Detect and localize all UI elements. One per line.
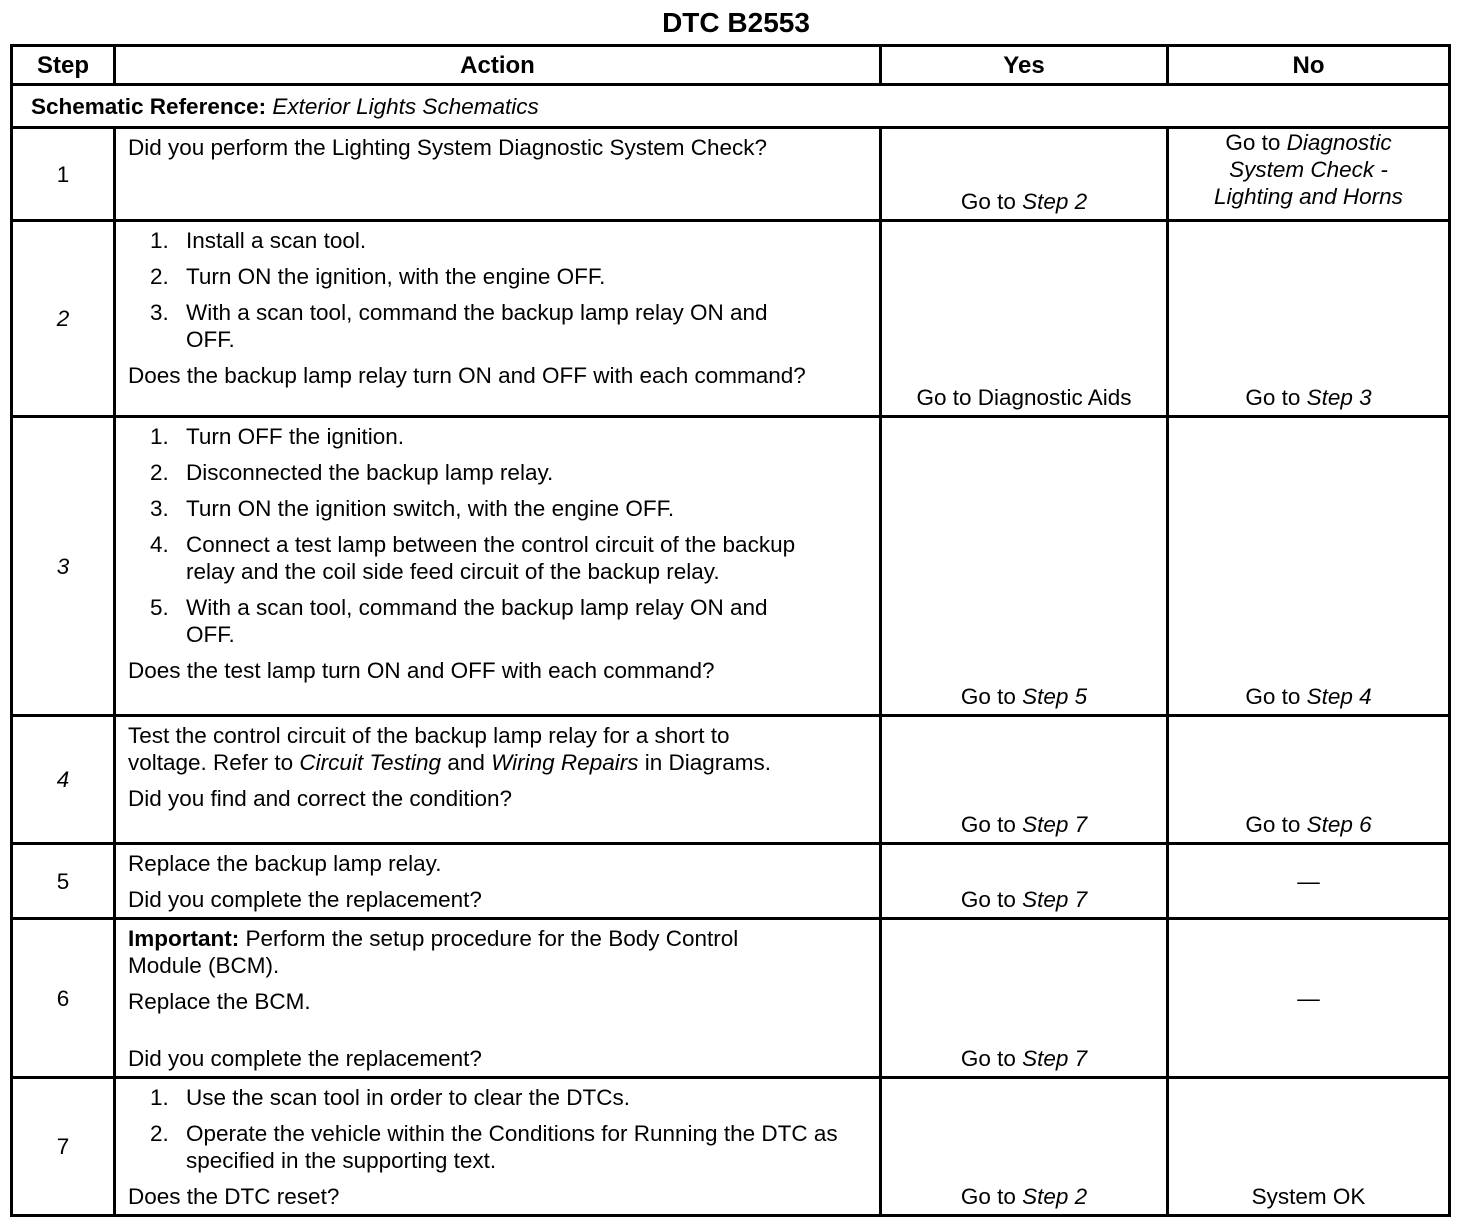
schematic-label: Schematic Reference: xyxy=(31,93,267,119)
action-question: Did you find and correct the condition? xyxy=(128,786,512,811)
step-number: 7 xyxy=(12,1078,115,1216)
table-row xyxy=(12,716,1450,844)
action-text: Test the control circuit of the backup lamp relay for a short to voltage. Refer to Circuit Testing and Wiring Repairs in Diagrams. xyxy=(128,723,772,775)
no-cell: System OK xyxy=(1168,1078,1450,1216)
action-cell xyxy=(115,417,881,716)
no-link-continued[interactable]: Lighting and Horns xyxy=(1214,184,1403,209)
step-number: 2 xyxy=(12,221,115,417)
header-yes: Yes xyxy=(881,46,1168,85)
list-item: 1. Turn OFF the ignition. xyxy=(150,424,405,449)
yes-step-link[interactable]: Step 2 xyxy=(1022,1184,1088,1209)
yes-step-link[interactable]: Step 7 xyxy=(1022,887,1088,912)
yes-step-link[interactable]: Step 7 xyxy=(1022,812,1088,837)
no-step-link[interactable]: Step 6 xyxy=(1306,812,1372,837)
header-action: Action xyxy=(115,46,881,85)
yes-step-link[interactable]: Step 2 xyxy=(1022,189,1088,214)
no-step-link[interactable]: Step 3 xyxy=(1306,385,1372,410)
table-row xyxy=(12,1078,1450,1216)
step-number: 4 xyxy=(12,716,115,844)
action-cell xyxy=(115,844,881,919)
yes-cell: Go to Step 7 xyxy=(881,716,1168,844)
list-item: 5. With a scan tool, command the backup lamp relay ON and OFF. xyxy=(150,595,768,647)
schematic-row xyxy=(12,85,1450,128)
action-cell xyxy=(115,128,881,221)
yes-prefix: Go to xyxy=(960,189,1023,214)
table-row xyxy=(12,128,1450,221)
list-item: 2. Disconnected the backup lamp relay. xyxy=(150,460,554,485)
yes-cell: Go to Step 5 xyxy=(881,417,1168,716)
step-number: 1 xyxy=(12,128,115,221)
yes-cell: Go to Step 7 xyxy=(881,844,1168,919)
list-item: 3. Turn ON the ignition switch, with the engine OFF. xyxy=(150,496,675,521)
action-cell xyxy=(115,716,881,844)
step-number: 3 xyxy=(12,417,115,716)
schematic-reference xyxy=(12,85,1450,128)
list-item: 2. Turn ON the ignition, with the engine OFF. xyxy=(150,264,606,289)
no-cell xyxy=(1168,128,1450,221)
yes-cell[interactable]: Go to Diagnostic Aids xyxy=(881,221,1168,417)
no-step-link[interactable]: Step 4 xyxy=(1306,684,1372,709)
dtc-table xyxy=(10,44,1451,1217)
yes-step-link[interactable]: Step 7 xyxy=(1022,1046,1088,1071)
action-question: Does the test lamp turn ON and OFF with each command? xyxy=(128,658,715,683)
no-cell: — xyxy=(1168,919,1450,1078)
action-cell xyxy=(115,221,881,417)
wiring-repairs-link[interactable]: Wiring Repairs xyxy=(491,750,639,775)
header-no: No xyxy=(1168,46,1450,85)
header-step: Step xyxy=(12,46,115,85)
action-text: Replace the backup lamp relay. xyxy=(128,851,442,876)
yes-cell xyxy=(881,128,1168,221)
list-item: 1. Use the scan tool in order to clear the DTCs. xyxy=(150,1085,630,1110)
table-row xyxy=(12,919,1450,1078)
list-item: 1. Install a scan tool. xyxy=(150,228,367,253)
yes-cell: Go to Step 7 xyxy=(881,919,1168,1078)
step-number: 6 xyxy=(12,919,115,1078)
important-label: Important: xyxy=(128,926,240,951)
action-question: Does the backup lamp relay turn ON and OFF with each command? xyxy=(128,363,806,388)
action-text: Did you perform the Lighting System Diagnostic System Check? xyxy=(128,135,768,160)
important-note: Important: Perform the setup procedure for the Body Control Module (BCM). xyxy=(128,926,739,978)
header-row xyxy=(12,46,1450,85)
no-prefix: Go to xyxy=(1225,130,1287,155)
action-steps xyxy=(128,1084,867,1174)
no-cell: — xyxy=(1168,844,1450,919)
page-title: DTC B2553 xyxy=(662,7,810,38)
yes-cell: Go to Step 2 xyxy=(881,1078,1168,1216)
action-question: Does the DTC reset? xyxy=(128,1184,340,1209)
action-cell xyxy=(115,919,881,1078)
action-cell xyxy=(115,1078,881,1216)
list-item: 3. With a scan tool, command the backup lamp relay ON and OFF. xyxy=(150,300,768,352)
table-row xyxy=(12,417,1450,716)
schematic-link[interactable]: Exterior Lights Schematics xyxy=(272,93,539,119)
yes-step-link[interactable]: Step 5 xyxy=(1022,684,1088,709)
no-cell: Go to Step 6 xyxy=(1168,716,1450,844)
no-link[interactable]: Diagnostic xyxy=(1286,130,1392,155)
action-question: Did you complete the replacement? xyxy=(128,887,482,912)
no-cell: Go to Step 3 xyxy=(1168,221,1450,417)
no-link-continued[interactable]: System Check - xyxy=(1229,157,1388,182)
table-row xyxy=(12,221,1450,417)
action-question: Did you complete the replacement? xyxy=(128,1046,482,1071)
circuit-testing-link[interactable]: Circuit Testing xyxy=(299,750,442,775)
list-item: 2. Operate the vehicle within the Conditions for Running the DTC as specified in the supporting text. xyxy=(150,1121,838,1173)
list-item: 4. Connect a test lamp between the control circuit of the backup relay and the coil side feed circuit of the backup relay. xyxy=(150,532,796,584)
action-text: Replace the BCM. xyxy=(128,989,311,1014)
action-steps xyxy=(128,227,867,353)
action-steps xyxy=(128,423,867,648)
no-cell: Go to Step 4 xyxy=(1168,417,1450,716)
step-number: 5 xyxy=(12,844,115,919)
table-row xyxy=(12,844,1450,919)
